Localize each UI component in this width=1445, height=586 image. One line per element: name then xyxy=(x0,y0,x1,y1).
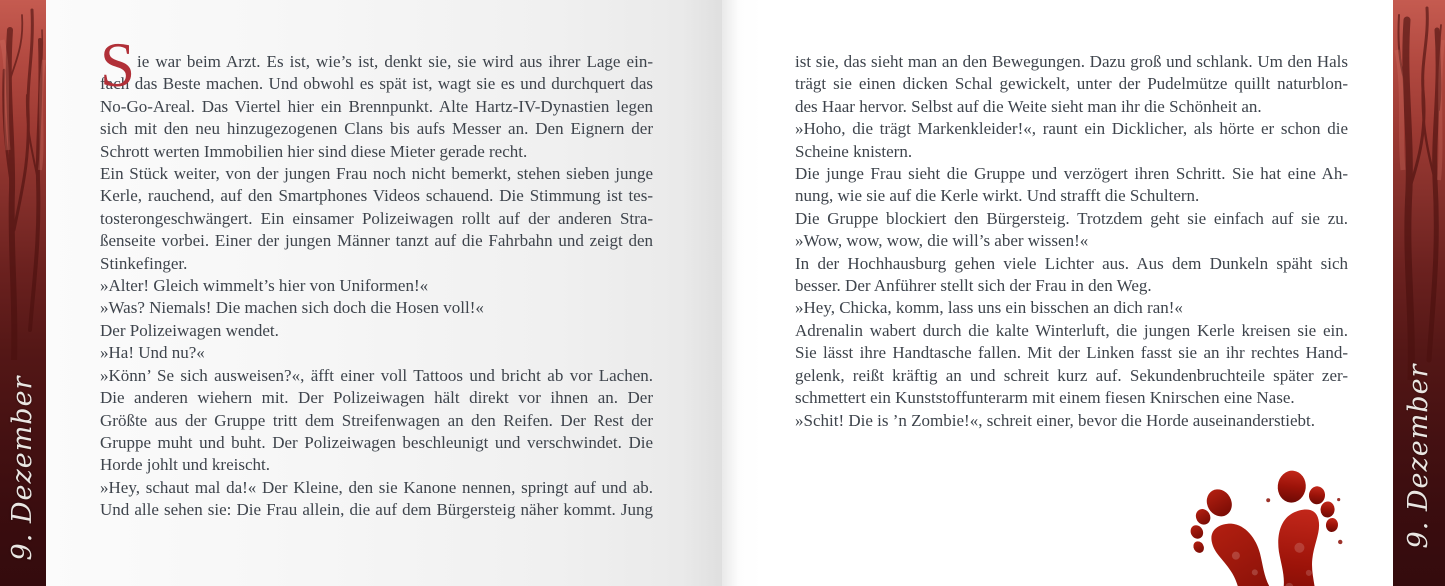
text-line: »Schit! Die is ’n Zombie!«, schreit einer, bevor die Horde auseinanderstiebt. xyxy=(795,410,1316,430)
text-line: »Wow, wow, wow, die will’s aber wissen!« xyxy=(795,231,1089,251)
text-line: »Hey, Chicka, komm, lass uns ein bisschen an dich ran!« xyxy=(795,298,1183,318)
text-line: »Ha! Und nu?« xyxy=(100,343,205,363)
text-line: ßenseite vorbei. Einer der jungen Männer tanzt auf die Fahrbahn und zeigt den xyxy=(100,231,653,251)
text-line: Stinkefinger. xyxy=(100,253,188,273)
text-line: Die anderen wiehern mit. Der Polizeiwagen hält direkt vor ihnen an. Der xyxy=(100,388,653,408)
text-line: Die junge Frau sieht die Gruppe und verzögert ihren Schritt. Sie hat eine Ah- xyxy=(795,164,1348,184)
left-border-artwork xyxy=(0,0,46,586)
text-line: Sie lässt ihre Handtasche fallen. Mit der Linken fasst sie an ihr rechtes Hand- xyxy=(795,343,1348,363)
text-line: ist sie, das sieht man an den Bewegungen. Dazu groß und schlank. Um den Hals xyxy=(795,52,1348,71)
right-text-column xyxy=(795,51,1348,432)
left-text-column xyxy=(100,30,653,522)
tree-branches-icon xyxy=(0,0,46,360)
text-line: Schrott werten Immobilien hier sind diese Mieter gerade recht. xyxy=(100,141,528,161)
text-line: sich mit den neu hinzugezogenen Clans bis aufs Messer an. Den Eignern der xyxy=(100,119,653,139)
text-line: »Was? Niemals! Die machen sich doch die Hosen voll!« xyxy=(100,298,484,318)
text-line: No-Go-Areal. Das Viertel hier ein Brennpunkt. Alte Hartz-IV-Dynastien legen xyxy=(100,96,653,116)
right-page-lines xyxy=(795,51,1348,432)
text-line: Der Polizeiwagen wendet. xyxy=(100,320,279,340)
text-line: Scheine knistern. xyxy=(795,141,913,161)
text-line: Größte aus der Gruppe tritt dem Streifenwagen an den Reifen. Der Rest der xyxy=(100,410,653,430)
text-line: Adrenalin wabert durch die kalte Winterluft, die jungen Kerle kreisen sie ein. xyxy=(795,320,1348,340)
text-line: nung, wie sie auf die Kerle wirkt. Und strafft die Schultern. xyxy=(795,186,1200,206)
right-border-artwork xyxy=(1393,0,1445,586)
bloody-footprints-icon xyxy=(1160,462,1370,586)
text-line: »Könn’ Se sich ausweisen?«, äfft einer voll Tattoos und bricht ab vor Lachen. xyxy=(100,365,653,385)
text-line: »Hoho, die trägt Markenkleider!«, raunt ein Dicklicher, als hörte er schon die xyxy=(795,119,1348,139)
text-line: »Alter! Gleich wimmelt’s hier von Uniformen!« xyxy=(100,276,429,296)
chapter-label-left: 9. Dezember xyxy=(7,375,38,561)
text-line: des Haar hervor. Selbst auf die Weite sieht man ihr die Schönheit an. xyxy=(795,96,1262,116)
text-line: Gruppe muht und buht. Der Polizeiwagen beschleunigt und verschwindet. Die xyxy=(100,432,653,452)
text-line: Kerle, rauchend, auf den Smartphones Videos schauend. Die Stimmung ist tes- xyxy=(100,186,653,206)
text-line: Und alle sehen sie: Die Frau allein, die auf dem Bürgersteig näher kommt. Jung xyxy=(100,500,653,520)
right-page[interactable] xyxy=(722,0,1393,586)
text-line: ie war beim Arzt. Es ist, wie’s ist, denkt sie, sie wird aus ihrer Lage ein- xyxy=(137,52,653,71)
text-line: Die Gruppe blockiert den Bürgersteig. Trotzdem geht sie einfach auf sie zu. xyxy=(795,208,1348,228)
text-line: fach das Beste machen. Und obwohl es spät ist, wagt sie es und durchquert das xyxy=(100,74,653,94)
text-line: schmettert ein Kunststoffunterarm mit einem fiesen Knirschen eine Nase. xyxy=(795,388,1295,408)
drop-cap: S xyxy=(100,30,136,100)
tree-branches-icon xyxy=(1393,0,1445,380)
text-line: »Hey, schaut mal da!« Der Kleine, den sie Kanone nennen, springt auf und ab. xyxy=(100,477,653,497)
text-line: Horde johlt und kreischt. xyxy=(100,455,270,475)
chapter-label-right: 9. Dezember xyxy=(1403,363,1434,549)
text-line: trägt sie einen dicken Schal gewickelt, unter der Pudelmütze quillt naturblon- xyxy=(795,74,1348,94)
text-line: gelenk, reißt kräftig an und schreit kurz auf. Sekundenbruchteile später zer- xyxy=(795,365,1348,385)
text-line: besser. Der Anführer stellt sich der Frau in den Weg. xyxy=(795,276,1152,296)
text-line: tosterongeschwängert. Ein einsamer Polizeiwagen rollt auf der anderen Stra- xyxy=(100,208,653,228)
left-page-lines xyxy=(100,51,653,522)
left-page[interactable] xyxy=(46,0,722,586)
text-line: In der Hochhausburg gehen viele Lichter aus. Aus dem Dunkeln späht sich xyxy=(795,253,1348,273)
text-line: Ein Stück weiter, von der jungen Frau noch nicht bemerkt, stehen sieben junge xyxy=(100,164,653,184)
